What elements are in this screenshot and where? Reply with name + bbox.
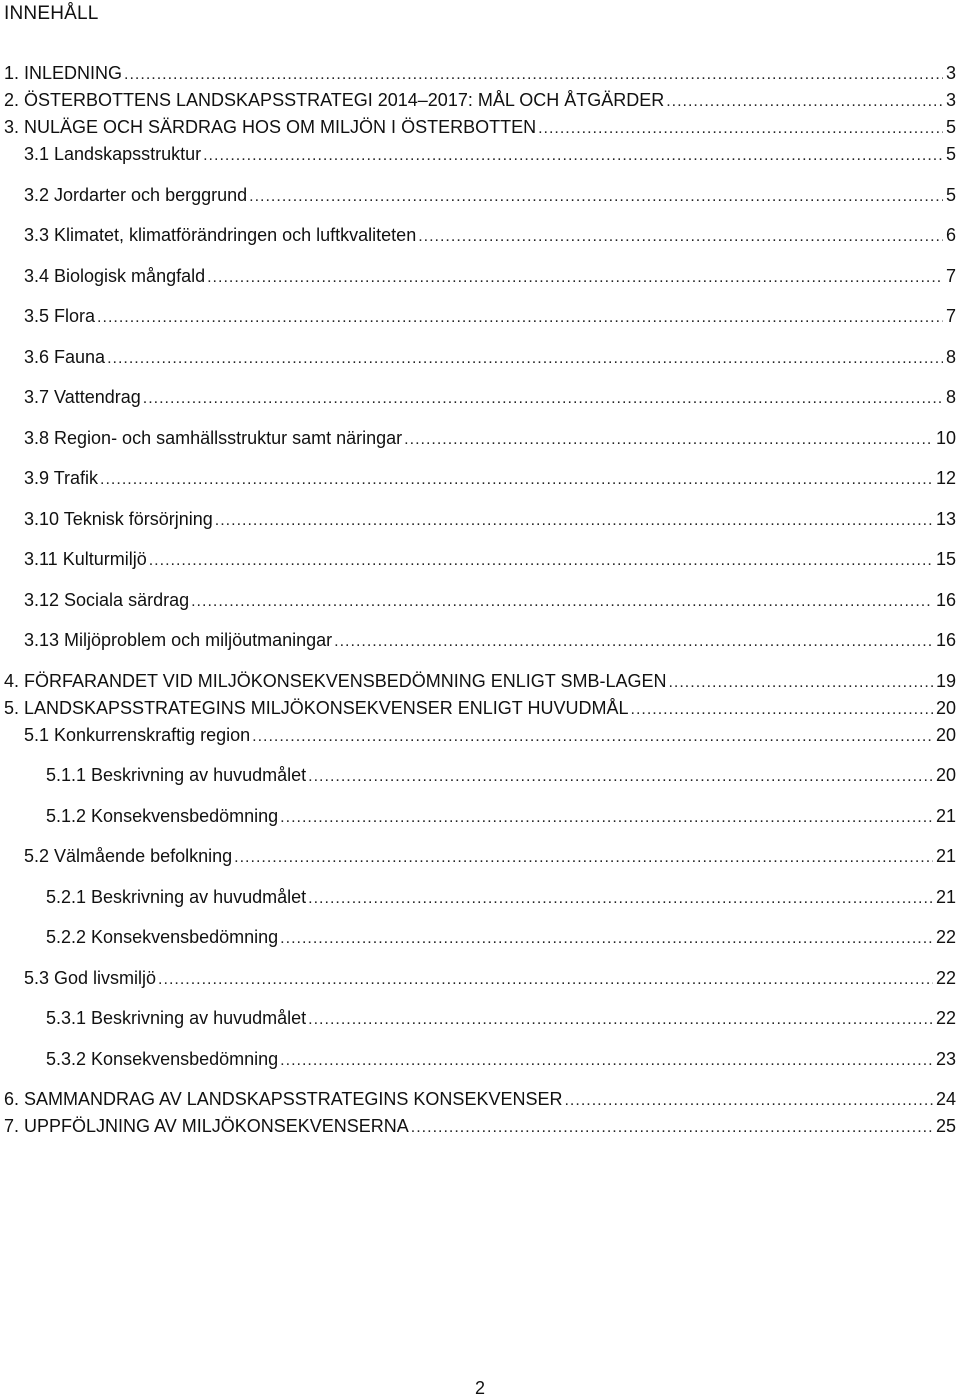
toc-entry-label: 7. UPPFÖLJNING AV MILJÖKONSEKVENSERNA xyxy=(4,1116,409,1136)
dot-leader xyxy=(404,426,933,454)
toc-entry-label: 5.1.2 Konsekvensbedömning xyxy=(46,806,279,826)
toc-entry-label: 3.6 Fauna xyxy=(24,347,106,367)
toc-entry-label: 3.7 Vattendrag xyxy=(24,387,141,407)
dot-leader xyxy=(97,304,943,332)
toc-entry-page: 5 xyxy=(945,185,956,205)
toc-entry-2[interactable] xyxy=(4,86,956,114)
toc-entry-page: 7 xyxy=(945,266,956,286)
dot-leader xyxy=(158,966,933,994)
toc-entry-5-1-1[interactable] xyxy=(46,761,956,789)
dot-leader xyxy=(564,1087,932,1115)
toc-entry-3-1[interactable] xyxy=(24,140,956,168)
dot-leader xyxy=(308,1006,933,1034)
toc-entry-label: 5.2.1 Beskrivning av huvudmålet xyxy=(46,887,307,907)
toc-entry-7[interactable] xyxy=(4,1112,956,1140)
toc-entry-4[interactable] xyxy=(4,667,956,695)
toc-entry-3-2[interactable] xyxy=(24,181,956,209)
dot-leader xyxy=(418,223,943,251)
toc-entry-label: 3.13 Miljöproblem och miljöutmaningar xyxy=(24,630,333,650)
dot-leader xyxy=(100,466,933,494)
toc-entry-5-3[interactable] xyxy=(24,964,956,992)
toc-entry-page: 24 xyxy=(935,1089,956,1109)
dot-leader xyxy=(124,61,943,89)
toc-entry-label: 3.4 Biologisk mångfald xyxy=(24,266,206,286)
dot-leader xyxy=(280,925,933,953)
toc-entry-page: 19 xyxy=(935,671,956,691)
toc-entry-label: 3.12 Sociala särdrag xyxy=(24,590,190,610)
toc-entry-page: 20 xyxy=(935,725,956,745)
toc-entry-page: 15 xyxy=(935,549,956,569)
page-title: INNEHÅLL xyxy=(4,3,99,24)
toc-entry-label: 5.2.2 Konsekvensbedömning xyxy=(46,927,279,947)
toc-entry-3-10[interactable] xyxy=(24,505,956,533)
toc-entry-5-1[interactable] xyxy=(24,721,956,749)
toc-entry-page: 20 xyxy=(935,698,956,718)
toc-entry-5-3-1[interactable] xyxy=(46,1004,956,1032)
toc-entry-label: 3.2 Jordarter och berggrund xyxy=(24,185,248,205)
toc-entry-label: 5.1.1 Beskrivning av huvudmålet xyxy=(46,765,307,785)
toc-entry-label: 3.9 Trafik xyxy=(24,468,99,488)
toc-entry-3-4[interactable] xyxy=(24,262,956,290)
toc-entry-label: 5.3.1 Beskrivning av huvudmålet xyxy=(46,1008,307,1028)
toc-entry-3-7[interactable] xyxy=(24,383,956,411)
toc-entry-label: 2. ÖSTERBOTTENS LANDSKAPSSTRATEGI 2014–2017: MÅL OCH ÅTGÄRDER xyxy=(4,90,665,110)
dot-leader xyxy=(280,1047,933,1075)
toc-entry-label: 3.3 Klimatet, klimatförändringen och luftkvaliteten xyxy=(24,225,417,245)
toc-entry-page: 10 xyxy=(935,428,956,448)
toc-entry-page: 22 xyxy=(935,1008,956,1028)
toc-entry-page: 21 xyxy=(935,846,956,866)
toc-entry-label: 5.3 God livsmiljö xyxy=(24,968,157,988)
dot-leader xyxy=(308,885,933,913)
toc-entry-3-3[interactable] xyxy=(24,221,956,249)
toc-entry-label: 5.3.2 Konsekvensbedömning xyxy=(46,1049,279,1069)
toc-entry-page: 5 xyxy=(945,144,956,164)
toc-entry-label: 5. LANDSKAPSSTRATEGINS MILJÖKONSEKVENSER ENLIGT HUVUDMÅL xyxy=(4,698,629,718)
toc-entry-page: 6 xyxy=(945,225,956,245)
toc-entry-3-5[interactable] xyxy=(24,302,956,330)
dot-leader xyxy=(149,547,933,575)
toc-entry-label: 3.5 Flora xyxy=(24,306,96,326)
toc-entry-3-13[interactable] xyxy=(24,626,956,654)
toc-entry-label: 3.1 Landskapsstruktur xyxy=(24,144,202,164)
dot-leader xyxy=(280,804,933,832)
toc-entry-page: 22 xyxy=(935,968,956,988)
toc-entry-page: 20 xyxy=(935,765,956,785)
toc-entry-3[interactable] xyxy=(4,113,956,141)
toc-entry-3-9[interactable] xyxy=(24,464,956,492)
toc-entry-3-11[interactable] xyxy=(24,545,956,573)
dot-leader xyxy=(203,142,943,170)
dot-leader xyxy=(252,723,933,751)
toc-entry-label: 1. INLEDNING xyxy=(4,63,123,83)
toc-entry-page: 16 xyxy=(935,630,956,650)
toc-entry-page: 12 xyxy=(935,468,956,488)
toc-entry-3-6[interactable] xyxy=(24,343,956,371)
toc-entry-page: 3 xyxy=(945,63,956,83)
dot-leader xyxy=(215,507,933,535)
toc-entry-label: 6. SAMMANDRAG AV LANDSKAPSSTRATEGINS KONSEKVENSER xyxy=(4,1089,563,1109)
toc-entry-page: 16 xyxy=(935,590,956,610)
toc-entry-page: 22 xyxy=(935,927,956,947)
toc-entry-3-12[interactable] xyxy=(24,586,956,614)
toc-entry-page: 23 xyxy=(935,1049,956,1069)
toc-entry-6[interactable] xyxy=(4,1085,956,1113)
dot-leader xyxy=(207,264,943,292)
toc-entry-page: 3 xyxy=(945,90,956,110)
page-number: 2 xyxy=(474,1378,485,1398)
toc-entry-page: 21 xyxy=(935,887,956,907)
dot-leader xyxy=(308,763,933,791)
dot-leader xyxy=(234,844,933,872)
toc-entry-label: 3.10 Teknisk försörjning xyxy=(24,509,213,529)
toc-entry-page: 5 xyxy=(945,117,956,137)
toc-entry-label: 3.11 Kulturmiljö xyxy=(24,549,147,569)
dot-leader xyxy=(249,183,943,211)
toc-entry-page: 13 xyxy=(935,509,956,529)
toc-entry-page: 7 xyxy=(945,306,956,326)
dot-leader xyxy=(411,1114,933,1142)
toc-entry-label: 3. NULÄGE OCH SÄRDRAG HOS OM MILJÖN I ÖSTERBOTTEN xyxy=(4,117,537,137)
toc-entry-label: 5.1 Konkurrenskraftig region xyxy=(24,725,251,745)
dot-leader xyxy=(631,696,933,724)
toc-entry-label: 4. FÖRFARANDET VID MILJÖKONSEKVENSBEDÖMNING ENLIGT SMB-LAGEN xyxy=(4,671,667,691)
toc-entry-5-3-2[interactable] xyxy=(46,1045,956,1073)
toc-entry-5-2-1[interactable] xyxy=(46,883,956,911)
toc-entry-page: 21 xyxy=(935,806,956,826)
toc-entry-page: 25 xyxy=(935,1116,956,1136)
toc-entry-5-2[interactable] xyxy=(24,842,956,870)
toc-entry-page: 8 xyxy=(945,347,956,367)
toc-entry-label: 3.8 Region- och samhällsstruktur samt näringar xyxy=(24,428,403,448)
dot-leader xyxy=(107,345,943,373)
toc-entry-3-8[interactable] xyxy=(24,424,956,452)
dot-leader xyxy=(668,669,933,697)
dot-leader xyxy=(666,88,943,116)
toc-entry-5[interactable] xyxy=(4,694,956,722)
dot-leader xyxy=(143,385,943,413)
dot-leader xyxy=(538,115,943,143)
dot-leader xyxy=(334,628,933,656)
toc-entry-5-1-2[interactable] xyxy=(46,802,956,830)
toc-entry-page: 8 xyxy=(945,387,956,407)
toc-entry-label: 5.2 Välmående befolkning xyxy=(24,846,233,866)
dot-leader xyxy=(191,588,933,616)
toc-entry-5-2-2[interactable] xyxy=(46,923,956,951)
toc-entry-1[interactable] xyxy=(4,59,956,87)
